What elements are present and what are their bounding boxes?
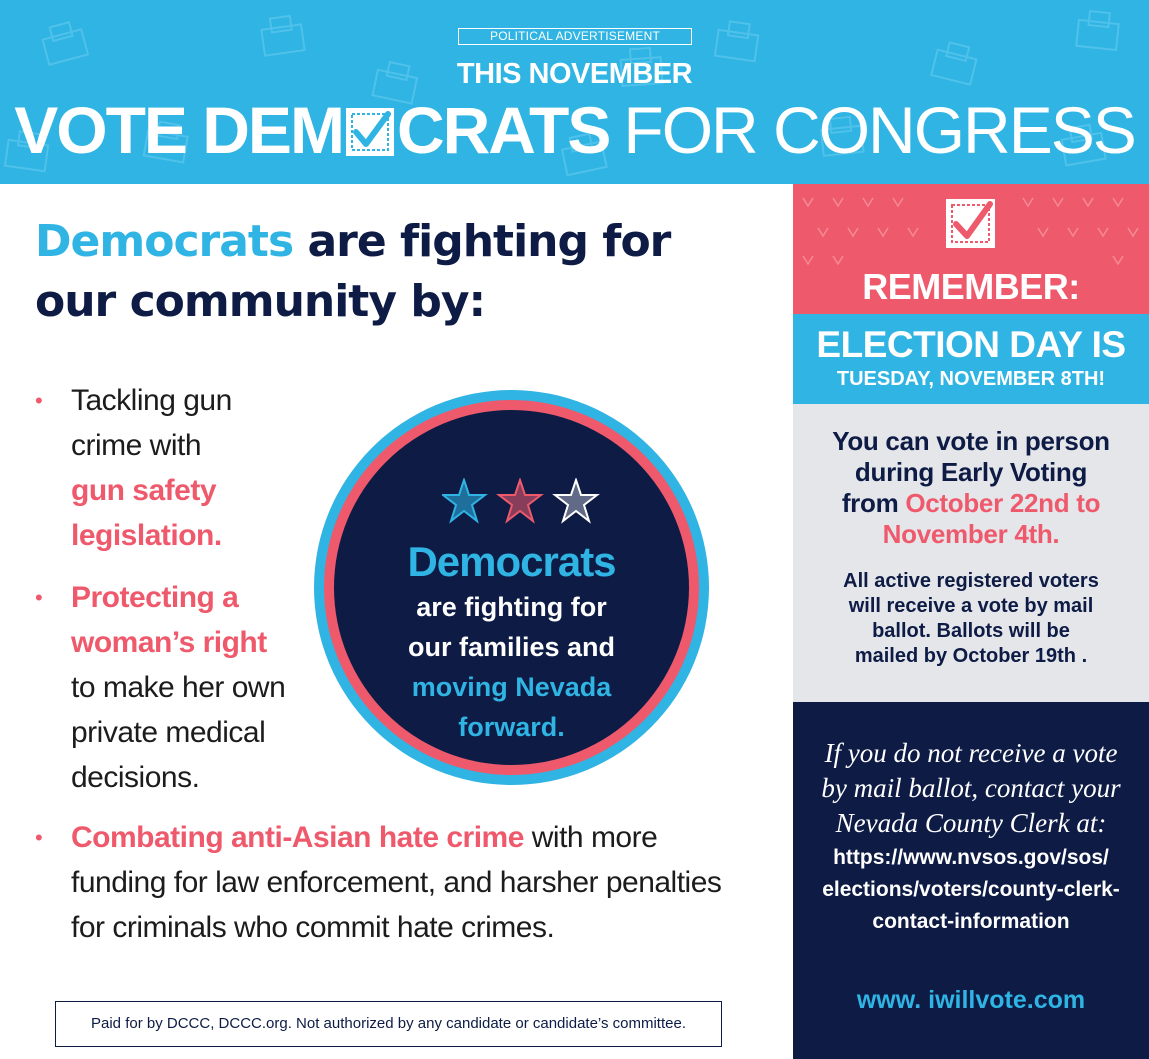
election-day-box xyxy=(793,314,1149,404)
checkbox-o-icon xyxy=(943,196,998,251)
bullet-3-line1: with more xyxy=(523,821,658,854)
header-title xyxy=(0,90,1149,170)
remember-label: REMEMBER: xyxy=(862,266,1080,307)
clerk-url-line-3[interactable]: contact-information xyxy=(872,910,1070,933)
bullet-2-line1: to make her own xyxy=(71,671,286,704)
circle-line-1: are fighting for xyxy=(416,592,607,622)
bullet-3-line2: funding for law enforcement, and harsher penalties xyxy=(71,866,722,899)
remember-box xyxy=(793,184,1149,314)
bullet-3-highlight: Combating anti-Asian hate crime xyxy=(71,821,524,854)
bullet-dot: • xyxy=(35,825,43,850)
bullet-1-line2: crime with xyxy=(71,429,202,462)
political-ad-tag: POLITICAL ADVERTISEMENT xyxy=(458,28,692,45)
bullet-1-line1: Tackling gun xyxy=(71,384,232,417)
bullet-womens-rights xyxy=(35,575,315,800)
headline-line1-rest: are fighting for xyxy=(293,216,671,267)
early-line-3-b: October 22nd to xyxy=(905,488,1101,518)
paid-for-disclaimer: Paid for by DCCC, DCCC.org. Not authorized by any candidate or candidate’s committee. xyxy=(55,1001,722,1047)
header-banner xyxy=(0,0,1149,184)
clerk-line-1: If you do not receive a vote xyxy=(824,738,1118,768)
bullet-anti-asian-hate xyxy=(35,815,735,955)
mail-line-4: mailed by October 19th . xyxy=(854,645,1088,667)
three-stars-icon xyxy=(442,478,602,528)
bullet-2-highlight-line2: woman’s right xyxy=(71,626,267,659)
clerk-url-line-1[interactable]: https://www.nvsos.gov/sos/ xyxy=(833,846,1109,869)
election-day-line-1: ELECTION DAY IS xyxy=(816,324,1126,365)
title-part-1: VOTE DEM xyxy=(14,93,343,167)
clerk-line-2: by mail ballot, contact your xyxy=(821,773,1121,803)
title-part-2: CRATS xyxy=(396,93,610,167)
early-line-2: during Early Voting xyxy=(854,457,1088,487)
circle-line-2: our families and xyxy=(407,632,616,662)
early-line-1: You can vote in person xyxy=(832,426,1110,456)
circle-line-4: forward. xyxy=(458,712,565,742)
mail-line-2: will receive a vote by mail xyxy=(848,595,1094,617)
mail-line-3: ballot. Ballots will be xyxy=(872,620,1070,642)
title-part-3: FOR CONGRESS xyxy=(623,93,1135,167)
bullet-dot: • xyxy=(35,388,43,413)
election-day-line-2: TUESDAY, NOVEMBER 8TH! xyxy=(836,368,1106,390)
bullet-2-highlight-line1: Protecting a xyxy=(71,581,239,614)
early-voting-box xyxy=(793,404,1149,702)
headline-line2: our community by: xyxy=(35,276,486,327)
bullet-2-line3: decisions. xyxy=(71,761,200,794)
clerk-url-line-2[interactable]: elections/voters/county-clerk- xyxy=(822,878,1120,901)
sidebar xyxy=(793,184,1149,1059)
circle-line-3: moving Nevada xyxy=(411,672,612,702)
bullet-gun-safety xyxy=(35,378,295,558)
mail-line-1: All active registered voters xyxy=(843,570,1099,592)
checkbox-o-icon xyxy=(344,106,396,158)
bullet-dot: • xyxy=(35,585,43,610)
bullet-3-line3: for criminals who commit hate crimes. xyxy=(71,911,555,944)
democrats-circle-badge xyxy=(314,390,709,785)
clerk-line-3: Nevada County Clerk at: xyxy=(835,808,1107,838)
bullet-1-highlight-line2: legislation. xyxy=(71,519,222,552)
bullet-2-line2: private medical xyxy=(71,716,266,749)
iwillvote-link[interactable]: www. iwillvote.com xyxy=(856,986,1086,1014)
headline-accent: Democrats xyxy=(35,216,294,267)
header-kicker: THIS NOVEMBER xyxy=(456,58,693,90)
county-clerk-box xyxy=(793,702,1149,1059)
main-headline xyxy=(35,212,755,332)
early-line-3 xyxy=(793,488,1149,519)
early-line-4: November 4th. xyxy=(882,519,1060,549)
early-line-3-a: from xyxy=(841,488,906,518)
bullet-1-highlight-line1: gun safety xyxy=(71,474,217,507)
circle-heading: Democrats xyxy=(407,538,616,585)
